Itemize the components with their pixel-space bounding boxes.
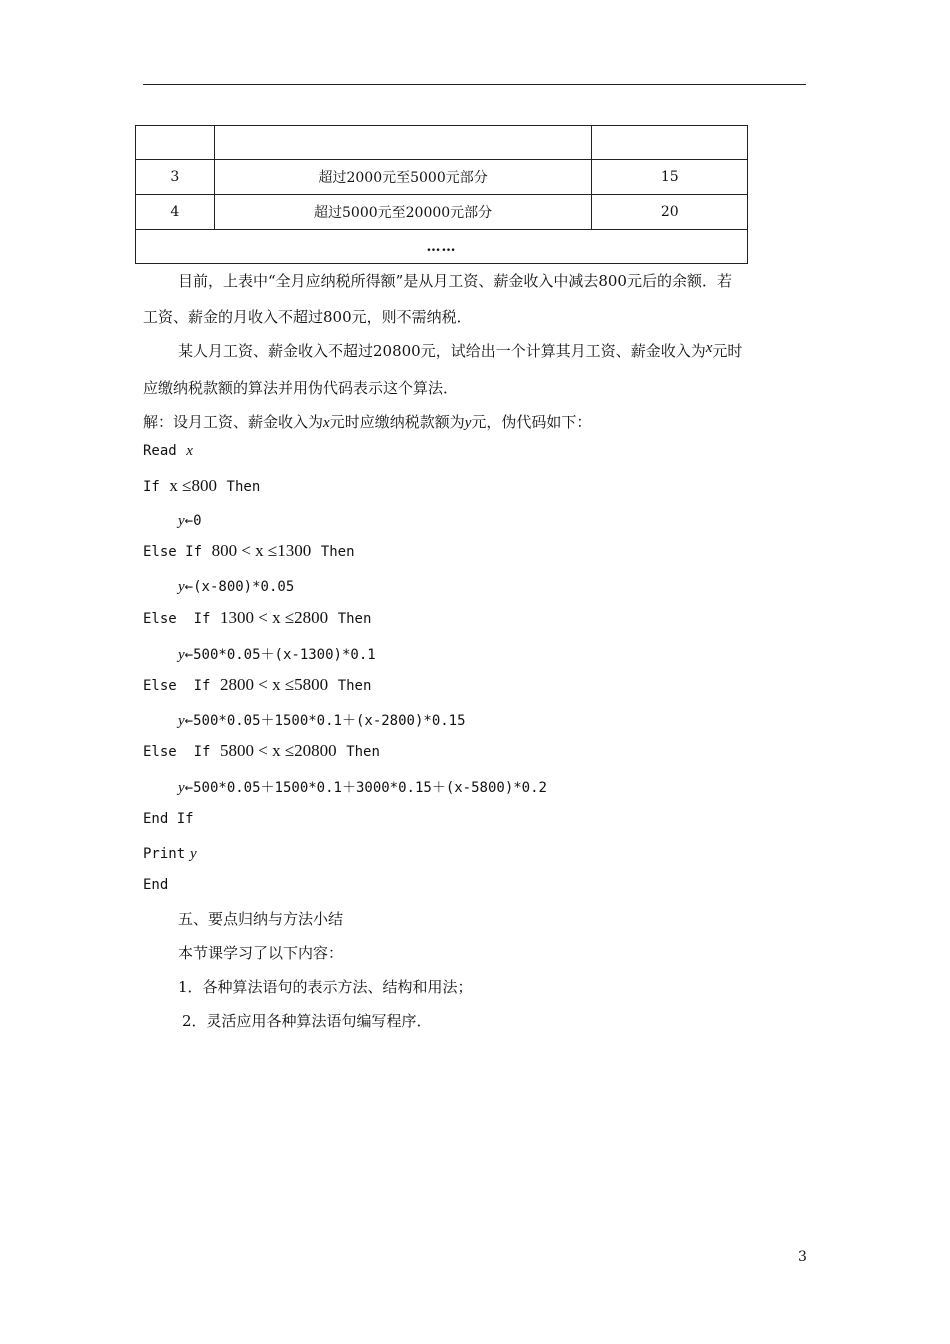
then-keyword: Then <box>320 544 355 560</box>
variable-x: x <box>323 415 330 431</box>
variable-y: y <box>178 579 185 595</box>
assignment: ←500*0.05＋1500*0.1＋(x-2800)*0.15 <box>184 713 466 729</box>
read-keyword: Read <box>143 443 177 459</box>
level-cell: 3 <box>136 160 215 195</box>
then-keyword: Then <box>337 611 372 627</box>
elseif-keyword: Else If <box>143 678 211 694</box>
solution-line <box>143 411 591 432</box>
code-assign0 <box>178 511 202 530</box>
para2-line1 <box>178 340 742 361</box>
code-assign1 <box>178 577 294 596</box>
if-keyword: If <box>143 479 160 495</box>
elseif-keyword: Else If <box>143 744 211 760</box>
ellipsis-cell: …… <box>136 230 748 264</box>
table-row <box>136 230 748 264</box>
summary-item-2: 2．灵活应用各种算法语句编写程序． <box>182 1012 432 1030</box>
range-cell: 超过5000元至20000元部分 <box>214 195 592 230</box>
variable-y: y <box>464 415 472 431</box>
condition: 800 < x ≤1300 <box>211 541 312 560</box>
variable-y: y <box>178 780 185 796</box>
para1-line2: 工资、薪金的月收入不超过800元，则不需纳税． <box>143 308 472 326</box>
code-if <box>143 476 260 496</box>
level-cell: 4 <box>136 195 215 230</box>
code-assign3 <box>178 710 466 730</box>
para1-line1: 目前，上表中“全月应纳税所得额”是从月工资、薪金收入中减去800元后的余额．若 <box>178 272 732 290</box>
code-assign2 <box>178 644 376 664</box>
code-elseif2 <box>143 608 371 628</box>
rate-cell: 20 <box>592 195 748 230</box>
variable-x: x <box>705 340 713 356</box>
summary-heading: 五、要点归纳与方法小结 <box>178 910 344 928</box>
then-keyword: Then <box>226 479 261 495</box>
assignment: ←500*0.05＋(x-1300)*0.1 <box>184 647 376 663</box>
assignment: ←0 <box>184 513 202 529</box>
table-row <box>136 195 748 230</box>
rate-cell: 15 <box>592 160 748 195</box>
then-keyword: Then <box>337 678 372 694</box>
level-cell <box>136 126 215 160</box>
table-row <box>136 160 748 195</box>
elseif-keyword: Else If <box>143 544 203 560</box>
variable-y: y <box>178 713 185 729</box>
code-endif: End If <box>143 811 194 827</box>
print-keyword: Print <box>143 846 186 862</box>
assignment: ←500*0.05＋1500*0.1＋3000*0.15＋(x-5800)*0.2 <box>184 780 547 796</box>
variable-y: y <box>178 513 185 529</box>
variable-y: y <box>178 647 185 663</box>
condition: 5800 < x ≤20800 <box>219 741 337 760</box>
code-elseif1 <box>143 541 355 561</box>
solution-text-a: 解：设月工资、薪金收入为 <box>143 413 324 431</box>
rate-cell <box>592 126 748 160</box>
summary-intro: 本节课学习了以下内容： <box>178 944 344 962</box>
code-elseif3 <box>143 675 371 695</box>
assignment: ←(x-800)*0.05 <box>184 579 295 595</box>
variable-y: y <box>189 846 197 862</box>
range-cell <box>214 126 592 160</box>
header-rule <box>143 84 806 85</box>
tax-rate-table <box>135 125 748 264</box>
condition: 1300 < x ≤2800 <box>219 608 329 627</box>
table-row <box>136 126 748 160</box>
variable-x: x <box>186 443 193 459</box>
range-cell: 超过2000元至5000元部分 <box>214 160 592 195</box>
code-print <box>143 844 197 863</box>
condition: 2800 < x ≤5800 <box>219 675 329 694</box>
solution-text-b: 元时应缴纳税款额为 <box>329 413 465 431</box>
page-number: 3 <box>798 1249 807 1265</box>
solution-text-c: 元，伪代码如下： <box>471 413 592 431</box>
para2-text-b: 元时 <box>712 342 743 360</box>
code-elseif4 <box>143 741 380 761</box>
code-read <box>143 441 193 460</box>
then-keyword: Then <box>346 744 380 760</box>
elseif-keyword: Else If <box>143 611 211 627</box>
code-assign4 <box>178 777 547 797</box>
code-end: End <box>143 877 169 893</box>
para2-line2: 应缴纳税款额的算法并用伪代码表示这个算法． <box>143 379 459 397</box>
summary-item-1: 1．各种算法语句的表示方法、结构和用法； <box>178 978 473 996</box>
para2-text-a: 某人月工资、薪金收入不超过20800元，试给出一个计算其月工资、薪金收入为 <box>178 342 706 360</box>
condition: x ≤800 <box>169 476 217 495</box>
